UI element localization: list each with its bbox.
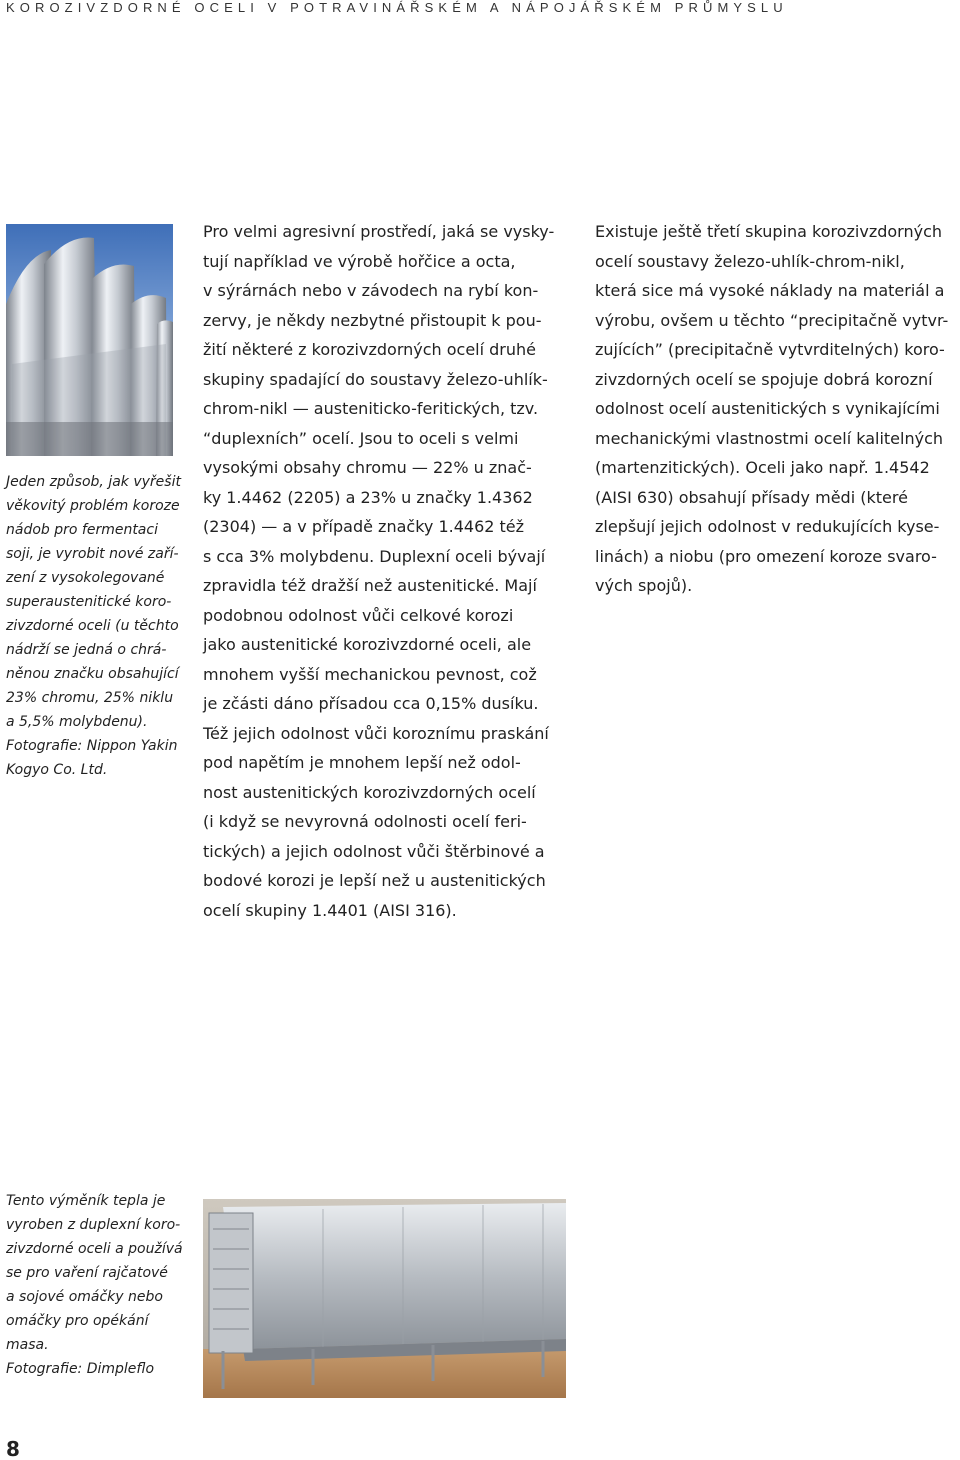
- heat-exchanger-photo-caption: Tento výměník tepla je vyroben z duplexní koro- zivzdorné oceli a používá se pro vaření rajčatové a sojové omáčky nebo omáčky pro opékání masa. Fotografie: Dimpleflo: [6, 1193, 183, 1377]
- body-text-middle-column: Pro velmi agresivní prostředí, jaká se vysky- tují například ve výrobě hořčice a octa, v sýrárnách nebo v závodech na rybí kon- zervy, je někdy nezbytné přistoupit k pou- žití některé z korozivzdorných ocelí druhé skupiny spadající do soustavy železo-uhlík- chrom-nikl — austeniticko-feritických, tzv. “duplexních” ocelí. Jsou to oceli s velmi vysokými obsahy chromu — 22% u znač- ky 1.4462 (2205) a 23% u značky 1.4362 (2304) — a v případě značky 1.4462 též s cca 3% molybdenu. Duplexní oceli bývají zpravidla též dražší než austenitické. Mají podobnou odolnost vůči celkové korozi jako austenitické korozivzdorné oceli, ale mnohem vyšší mechanickou pevnost, což je zčásti dáno přísadou cca 0,15% dusíku. Též jejich odolnost vůči koroznímu praskání pod napětím je mnohem lepší než odol- nost austenitických korozivzdorných ocelí (i když se nevyrovná odolnosti ocelí feri- tických) a jejich odolnost vůči štěrbinové a bodové korozi je lepší než u austenitických ocelí skupiny 1.4401 (AISI 316).: [203, 222, 555, 920]
- running-header: KOROZIVZDORNÉ OCELI V POTRAVINÁŘSKÉM A NÁPOJÁŘSKÉM PRŮMYSLU: [6, 0, 788, 15]
- heat-exchanger-photo: [203, 1199, 566, 1398]
- body-text-right-column: Existuje ještě třetí skupina korozivzdorných ocelí soustavy železo-uhlík-chrom-nikl, která sice má vysoké náklady na materiál a výrobu, ovšem u těchto “precipitačně vytvr- zujících” (precipitačně vytvrditelných) koro- zivzdorných ocelí se spojuje dobrá korozní odolnost ocelí austenitických s vynikajícími mechanickými vlastnostmi ocelí kalitelných (martenzitických). Oceli jako např. 1.4542 (AISI 630) obsahují přísady mědi (které zlepšují jejich odolnost v redukujících kyse- linách) a niobu (pro omezení koroze svaro- vých spojů).: [595, 222, 949, 595]
- page-number: 8: [6, 1437, 20, 1460]
- fermentation-tanks-photo: [6, 224, 173, 456]
- tanks-photo-caption: Jeden způsob, jak vyřešit věkovitý problém koroze nádob pro fermentaci soji, je vyrobit nové zaří- zení z vysokolegované superaustenitické koro- zivzdorné oceli (u těchto nádrží se jedná o chrá- něnou značku obsahující 23% chromu, 25% niklu a 5,5% molybdenu). Fotografie: Nippon Yakin Kogyo Co. Ltd.: [6, 474, 181, 778]
